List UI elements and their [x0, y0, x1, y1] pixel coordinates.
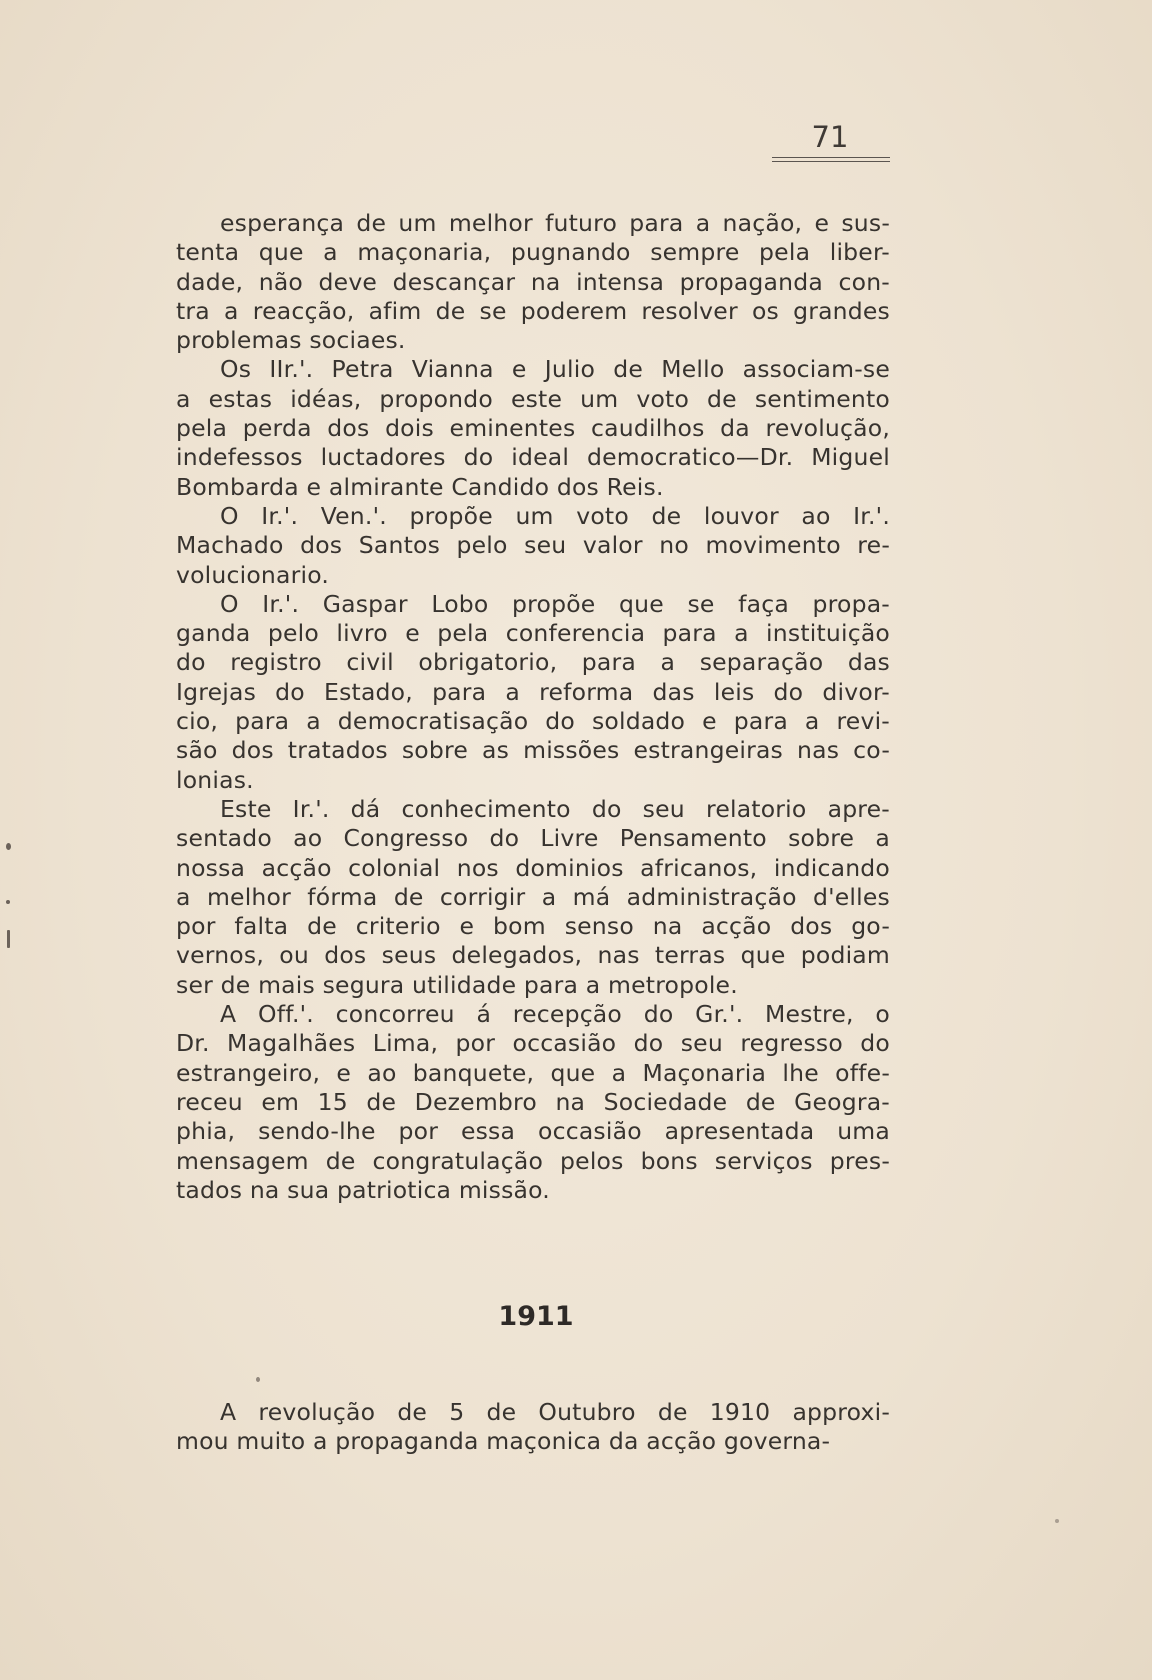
text-line: mensagem de congratulação pelos bons serviços pres- — [176, 1146, 890, 1175]
text-line: tra a reacção, afim de se poderem resolver os grandes — [176, 296, 890, 325]
section-heading: 1911 — [498, 1301, 574, 1332]
page-number: 71 — [811, 120, 849, 154]
text-line: pela perda dos dois eminentes caudilhos da revolução, — [176, 414, 890, 443]
section-body-text — [176, 1398, 890, 1457]
text-line: A Off.'. concorreu á recepção do Gr.'. Mestre, o — [220, 1000, 890, 1029]
text-line: volucionario. — [176, 560, 330, 589]
text-line: cio, para a democratisação do soldado e para a revi- — [176, 707, 890, 736]
text-line: sentado ao Congresso do Livre Pensamento sobre a — [176, 824, 890, 853]
text-line: problemas sociaes. — [176, 326, 406, 355]
text-line: dade, não deve descançar na intensa propaganda con- — [176, 267, 890, 296]
text-line: Este Ir.'. dá conhecimento do seu relatorio apre- — [220, 794, 890, 823]
text-line: O Ir.'. Gaspar Lobo propõe que se faça propa- — [220, 589, 890, 618]
page-number-rule — [772, 157, 890, 162]
text-line: indefessos luctadores do ideal democratico—Dr. Miguel — [176, 443, 890, 472]
text-line: A revolução de 5 de Outubro de 1910 approxi- — [220, 1398, 890, 1426]
text-line: Os IIr.'. Petra Vianna e Julio de Mello associam-se — [220, 355, 890, 384]
text-line: O Ir.'. Ven.'. propõe um voto de louvor ao Ir.'. — [220, 501, 890, 530]
text-line: a estas idéas, propondo este um voto de sentimento — [176, 384, 890, 413]
paragraph — [176, 795, 890, 1000]
paragraph — [176, 355, 890, 501]
text-line: ser de mais segura utilidade para a metropole. — [176, 970, 738, 999]
text-line: esperança de um melhor futuro para a nação, e sus- — [220, 209, 890, 237]
paragraph — [176, 209, 890, 355]
scan-speck — [7, 930, 10, 948]
text-line: nossa acção colonial nos dominios africanos, indicando — [176, 853, 890, 882]
text-line: Bombarda e almirante Candido dos Reis. — [176, 472, 664, 501]
scan-speck — [256, 1377, 260, 1382]
text-line: a melhor fórma de corrigir a má administração d'elles — [176, 882, 890, 911]
text-line: tados na sua patriotica missão. — [176, 1175, 550, 1204]
text-line: ganda pelo livro e pela conferencia para a instituição — [176, 619, 890, 648]
text-line: tenta que a maçonaria, pugnando sempre pela liber- — [176, 238, 890, 267]
text-line: estrangeiro, e ao banquete, que a Maçonaria lhe offe- — [176, 1058, 890, 1087]
paragraph — [176, 590, 890, 795]
text-line: do registro civil obrigatorio, para a separação das — [176, 648, 890, 677]
scan-speck — [6, 843, 11, 850]
text-line: são dos tratados sobre as missões estrangeiras nas co- — [176, 736, 890, 765]
text-line: receu em 15 de Dezembro na Sociedade de Geogra- — [176, 1087, 890, 1116]
text-line: Machado dos Santos pelo seu valor no movimento re- — [176, 531, 890, 560]
text-line: Igrejas do Estado, para a reforma das leis do divor- — [176, 677, 890, 706]
text-line: vernos, ou dos seus delegados, nas terras que podiam — [176, 941, 890, 970]
paragraph — [176, 1398, 890, 1457]
text-line: Dr. Magalhães Lima, por occasião do seu regresso do — [176, 1029, 890, 1058]
body-text — [176, 209, 890, 1205]
text-line: lonias. — [176, 765, 254, 794]
text-line: mou muito a propaganda maçonica da acção governa- — [176, 1427, 831, 1456]
text-line: por falta de criterio e bom senso na acção dos go- — [176, 912, 890, 941]
paragraph — [176, 502, 890, 590]
scan-speck — [6, 900, 10, 904]
paragraph — [176, 1000, 890, 1205]
text-line: phia, sendo-lhe por essa occasião apresentada uma — [176, 1117, 890, 1146]
scan-speck — [1055, 1519, 1059, 1523]
